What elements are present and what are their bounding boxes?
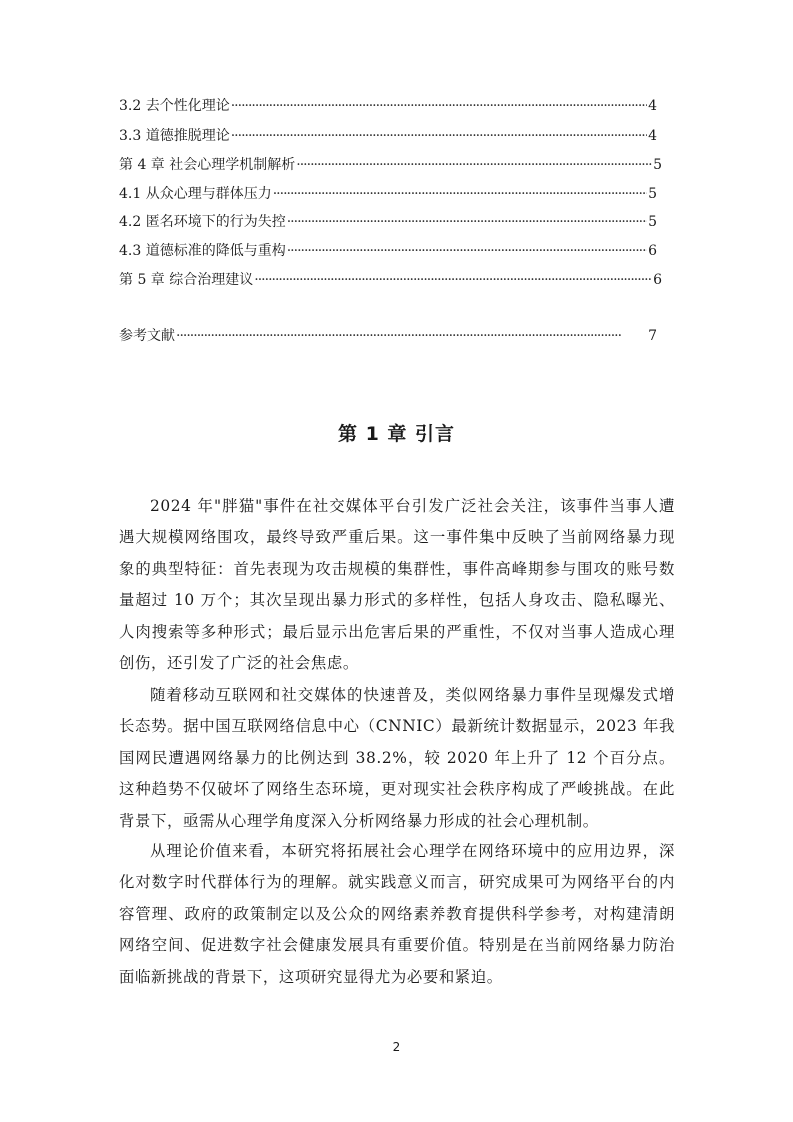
toc-entry-label: 第 4 章 社会心理学机制解析: [119, 157, 296, 173]
toc-dot-leader: [231, 96, 647, 116]
toc-entry-label: 第 5 章 综合治理建议: [119, 272, 254, 288]
page-number: 2: [392, 1040, 401, 1054]
toc-entry-page: 6: [653, 272, 662, 288]
toc-entry: [119, 241, 657, 261]
toc-entry-label: 4.1 从众心理与群体压力: [119, 186, 272, 202]
toc-entry-page: 7: [648, 328, 657, 344]
toc-dot-leader: [254, 270, 652, 290]
toc-entry-label: 3.3 道德推脱理论: [119, 128, 230, 144]
body-paragraph: 从理论价值来看，本研究将拓展社会心理学在网络环境中的应用边界，深化对数字时代群体行为的理解。就实践意义而言，研究成果可为网络平台的内容管理、政府的政策制定以及公众的网络素养教育提供科学参考，对构建清朗网络空间、促进数字社会健康发展具有重要价值。特别是在当前网络暴力防治面临新挑战的背景下，这项研究显得尤为必要和紧迫。: [119, 842, 675, 986]
body-paragraph: 2024 年"胖猫"事件在社交媒体平台引发广泛社会关注，该事件当事人遭遇大规模网络围攻，最终导致严重后果。这一事件集中反映了当前网络暴力现象的典型特征：首先表现为攻击规模的集群性，事件高峰期参与围攻的账号数量超过 10 万个；其次呈现出暴力形式的多样性，包括人身攻击、隐私曝光、人肉搜索等多种形式；最后显示出危害后果的严重性，不仅对当事人造成心理创伤，还引发了广泛的社会焦虑。: [119, 497, 675, 673]
toc-dot-leader: [176, 326, 647, 346]
toc-entry: [119, 126, 657, 146]
toc-entry: [119, 212, 657, 232]
toc-entry-label: 4.3 道德标准的降低与重构: [119, 243, 286, 259]
body-paragraph: 随着移动互联网和社交媒体的快速普及，类似网络暴力事件呈现爆发式增长态势。据中国互联网络信息中心（CNNIC）最新统计数据显示，2023 年我国网民遭遇网络暴力的比例达到 38.2%，较 2020 年上升了 12 个百分点。这种趋势不仅破坏了网络生态环境，更对现实社会秩序构成了严峻挑战。在此背景下，亟需从心理学角度深入分析网络暴力形成的社会心理机制。: [119, 686, 675, 830]
toc-entry-page: 5: [648, 214, 657, 230]
toc-entry: [119, 184, 657, 204]
toc-dot-leader: [287, 241, 647, 261]
toc-dot-leader: [296, 155, 652, 175]
toc-entry-page: 6: [648, 243, 657, 259]
toc-entry-page: 4: [648, 98, 657, 114]
toc-entry-page: 4: [648, 128, 657, 144]
toc-entry-label: 4.2 匿名环境下的行为失控: [119, 214, 286, 230]
toc-entry-page: 5: [648, 186, 657, 202]
toc-entry: [119, 96, 657, 116]
chapter-title: 第 1 章 引言: [337, 423, 456, 445]
toc-dot-leader: [231, 126, 647, 146]
toc-entry-page: 5: [653, 157, 662, 173]
toc-entry: [119, 326, 657, 346]
toc-dot-leader: [287, 212, 647, 232]
toc-entry: [119, 270, 662, 290]
toc-dot-leader: [273, 184, 647, 204]
toc-entry: [119, 155, 662, 175]
toc-entry-label: 3.2 去个性化理论: [119, 98, 230, 114]
toc-entry-label: 参考文献: [119, 328, 175, 344]
